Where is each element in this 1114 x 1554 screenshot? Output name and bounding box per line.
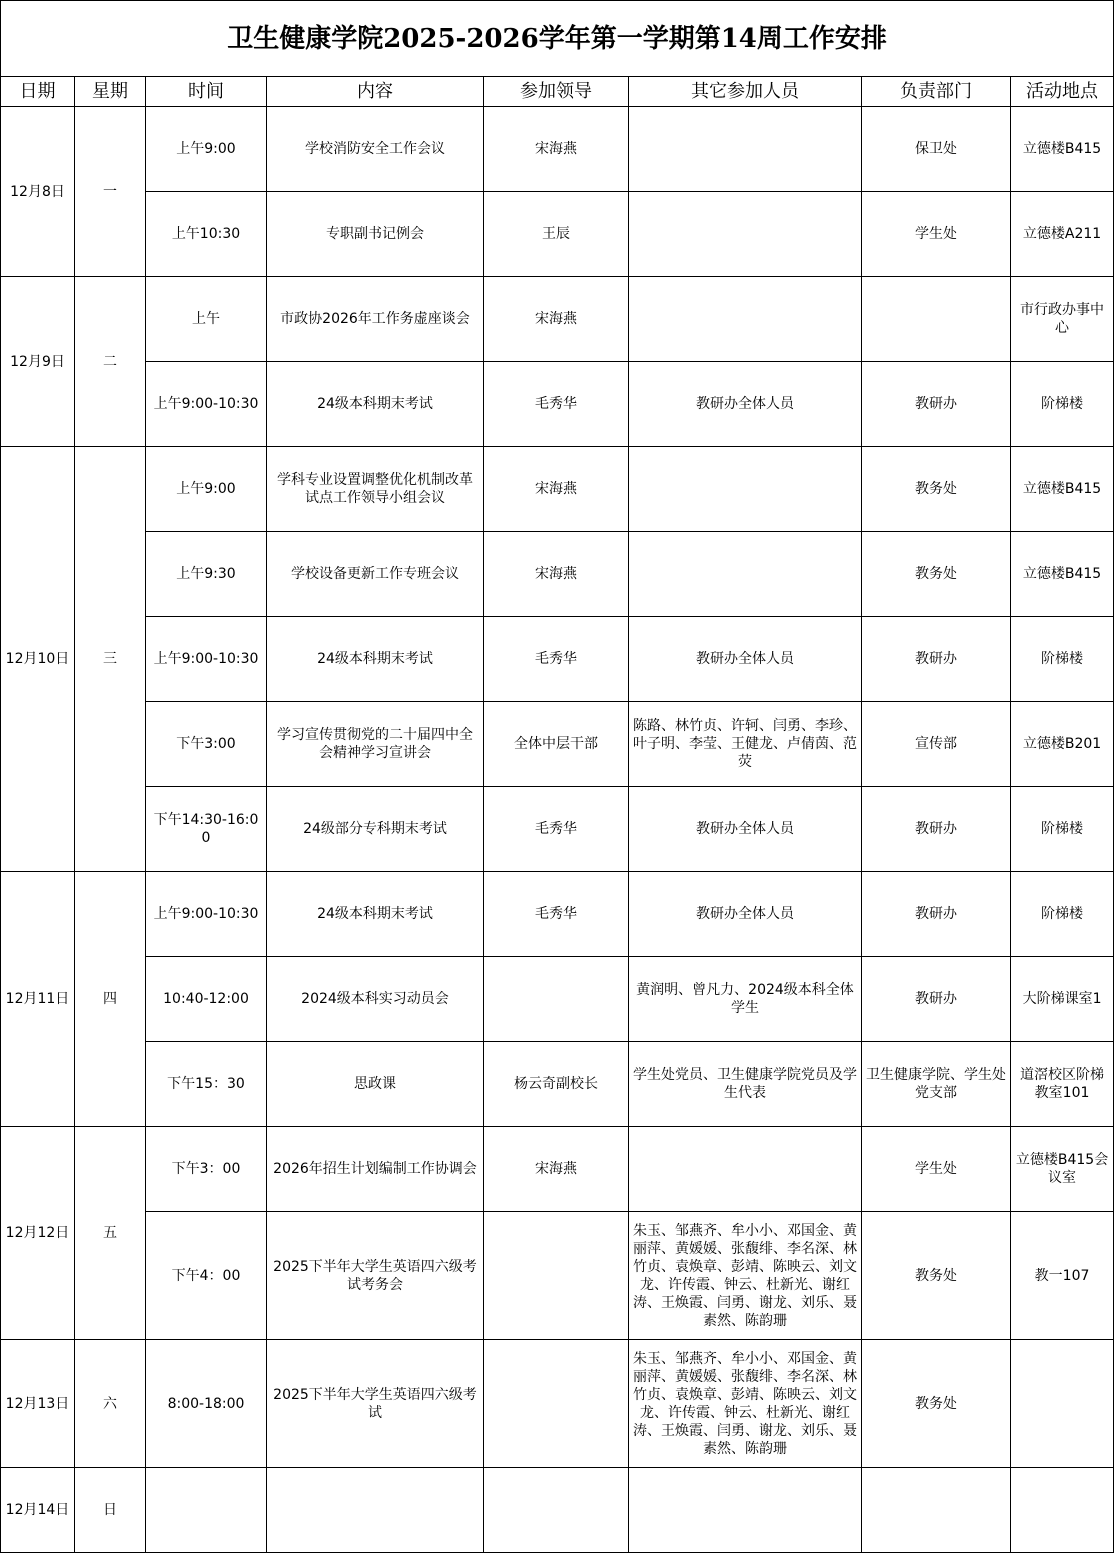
cell-leaders [484,957,629,1042]
cell-place: 立德楼A211 [1011,192,1114,277]
cell-content: 24级本科期末考试 [267,617,484,702]
cell-content: 24级本科期末考试 [267,872,484,957]
cell-date: 12月10日 [1,447,75,872]
cell-place: 阶梯楼 [1011,787,1114,872]
cell-others: 黄润明、曾凡力、2024级本科全体学生 [629,957,862,1042]
cell-date: 12月12日 [1,1127,75,1340]
cell-weekday: 一 [75,107,146,277]
table-row [1,107,1114,192]
cell-dept: 教务处 [862,532,1011,617]
header-others: 其它参加人员 [629,77,862,107]
table-row [1,1042,1114,1127]
cell-date: 12月13日 [1,1340,75,1468]
cell-leaders [484,1468,629,1553]
cell-time: 10:40-12:00 [146,957,267,1042]
cell-time [146,1468,267,1553]
cell-others: 教研办全体人员 [629,787,862,872]
table-row [1,362,1114,447]
cell-place: 立德楼B415 [1011,447,1114,532]
cell-weekday: 二 [75,277,146,447]
table-row [1,787,1114,872]
cell-dept [862,1468,1011,1553]
cell-dept: 保卫处 [862,107,1011,192]
cell-leaders: 毛秀华 [484,872,629,957]
cell-dept: 教务处 [862,1212,1011,1340]
cell-dept: 教研办 [862,787,1011,872]
cell-time: 下午15：30 [146,1042,267,1127]
header-dept: 负责部门 [862,77,1011,107]
cell-content: 2025下半年大学生英语四六级考试考务会 [267,1212,484,1340]
table-row [1,957,1114,1042]
cell-dept: 教务处 [862,1340,1011,1468]
cell-place: 立德楼B415 [1011,107,1114,192]
cell-others [629,277,862,362]
cell-leaders: 宋海燕 [484,532,629,617]
cell-time: 下午3:00 [146,702,267,787]
header-content: 内容 [267,77,484,107]
table-row [1,532,1114,617]
cell-place: 阶梯楼 [1011,362,1114,447]
cell-others [629,447,862,532]
cell-place: 阶梯楼 [1011,617,1114,702]
cell-dept [862,277,1011,362]
cell-content [267,1468,484,1553]
cell-time: 下午3：00 [146,1127,267,1212]
header-leaders: 参加领导 [484,77,629,107]
cell-place: 大阶梯课室1 [1011,957,1114,1042]
page-title: 卫生健康学院2025-2026学年第一学期第14周工作安排 [1,1,1114,77]
cell-content: 24级部分专科期末考试 [267,787,484,872]
cell-content: 学校设备更新工作专班会议 [267,532,484,617]
cell-dept: 教研办 [862,957,1011,1042]
cell-date: 12月14日 [1,1468,75,1553]
cell-dept: 教务处 [862,447,1011,532]
cell-content: 2024级本科实习动员会 [267,957,484,1042]
cell-place: 道滘校区阶梯教室101 [1011,1042,1114,1127]
cell-leaders: 宋海燕 [484,447,629,532]
cell-dept: 卫生健康学院、学生处党支部 [862,1042,1011,1127]
cell-time: 上午9:00 [146,107,267,192]
cell-leaders: 宋海燕 [484,107,629,192]
cell-dept: 教研办 [862,617,1011,702]
cell-place: 阶梯楼 [1011,872,1114,957]
table-row [1,192,1114,277]
cell-weekday: 六 [75,1340,146,1468]
cell-content: 2025下半年大学生英语四六级考试 [267,1340,484,1468]
cell-time: 下午4：00 [146,1212,267,1340]
cell-place: 立德楼B201 [1011,702,1114,787]
cell-dept: 宣传部 [862,702,1011,787]
cell-leaders [484,1340,629,1468]
cell-time: 上午9:00 [146,447,267,532]
header-time: 时间 [146,77,267,107]
cell-leaders: 全体中层干部 [484,702,629,787]
cell-others [629,532,862,617]
cell-time: 8:00-18:00 [146,1340,267,1468]
cell-others: 教研办全体人员 [629,872,862,957]
table-row [1,617,1114,702]
header-weekday: 星期 [75,77,146,107]
cell-others: 朱玉、邹燕齐、牟小小、邓国金、黄丽萍、黄媛媛、张馥绯、李名深、林竹贞、袁焕章、彭靖、陈映云、刘文龙、许传霞、钟云、杜新光、谢红涛、王焕霞、闫勇、谢龙、刘乐、聂素然、陈韵珊 [629,1340,862,1468]
cell-leaders: 毛秀华 [484,787,629,872]
cell-content: 学习宣传贯彻党的二十届四中全会精神学习宣讲会 [267,702,484,787]
cell-time: 上午10:30 [146,192,267,277]
table-row [1,447,1114,532]
header-place: 活动地点 [1011,77,1114,107]
cell-others: 陈路、林竹贞、许轲、闫勇、李珍、叶子明、李莹、王健龙、卢倩茵、范荧 [629,702,862,787]
cell-content: 思政课 [267,1042,484,1127]
cell-dept: 教研办 [862,362,1011,447]
table-row [1,1468,1114,1553]
cell-time: 上午9:00-10:30 [146,872,267,957]
cell-date: 12月8日 [1,107,75,277]
cell-others [629,1468,862,1553]
header-date: 日期 [1,77,75,107]
cell-leaders: 杨云奇副校长 [484,1042,629,1127]
table-row [1,702,1114,787]
cell-others [629,107,862,192]
cell-place: 立德楼B415 [1011,532,1114,617]
cell-place [1011,1340,1114,1468]
table-row [1,1212,1114,1340]
cell-time: 上午9:00-10:30 [146,617,267,702]
cell-time: 上午9:30 [146,532,267,617]
cell-content: 学校消防安全工作会议 [267,107,484,192]
cell-date: 12月9日 [1,277,75,447]
cell-content: 专职副书记例会 [267,192,484,277]
table-row [1,1127,1114,1212]
cell-place: 教一107 [1011,1212,1114,1340]
table-row [1,1340,1114,1468]
cell-place: 市行政办事中心 [1011,277,1114,362]
cell-leaders [484,1212,629,1340]
cell-others: 学生处党员、卫生健康学院党员及学生代表 [629,1042,862,1127]
cell-weekday: 日 [75,1468,146,1553]
cell-others: 教研办全体人员 [629,617,862,702]
cell-others [629,192,862,277]
cell-time: 下午14:30-16:00 [146,787,267,872]
cell-content: 学科专业设置调整优化机制改革试点工作领导小组会议 [267,447,484,532]
cell-others: 朱玉、邹燕齐、牟小小、邓国金、黄丽萍、黄媛媛、张馥绯、李名深、林竹贞、袁焕章、彭靖、陈映云、刘文龙、许传霞、钟云、杜新光、谢红涛、王焕霞、闫勇、谢龙、刘乐、聂素然、陈韵珊 [629,1212,862,1340]
cell-dept: 教研办 [862,872,1011,957]
cell-time: 上午9:00-10:30 [146,362,267,447]
cell-weekday: 三 [75,447,146,872]
cell-place: 立德楼B415会议室 [1011,1127,1114,1212]
cell-dept: 学生处 [862,192,1011,277]
cell-others: 教研办全体人员 [629,362,862,447]
cell-content: 2026年招生计划编制工作协调会 [267,1127,484,1212]
cell-date: 12月11日 [1,872,75,1127]
cell-weekday: 五 [75,1127,146,1340]
cell-others [629,1127,862,1212]
cell-leaders: 王辰 [484,192,629,277]
cell-weekday: 四 [75,872,146,1127]
cell-leaders: 宋海燕 [484,277,629,362]
cell-content: 市政协2026年工作务虚座谈会 [267,277,484,362]
table-row [1,872,1114,957]
cell-leaders: 毛秀华 [484,617,629,702]
cell-place [1011,1468,1114,1553]
cell-leaders: 毛秀华 [484,362,629,447]
cell-dept: 学生处 [862,1127,1011,1212]
cell-leaders: 宋海燕 [484,1127,629,1212]
cell-content: 24级本科期末考试 [267,362,484,447]
cell-time: 上午 [146,277,267,362]
table-row [1,277,1114,362]
